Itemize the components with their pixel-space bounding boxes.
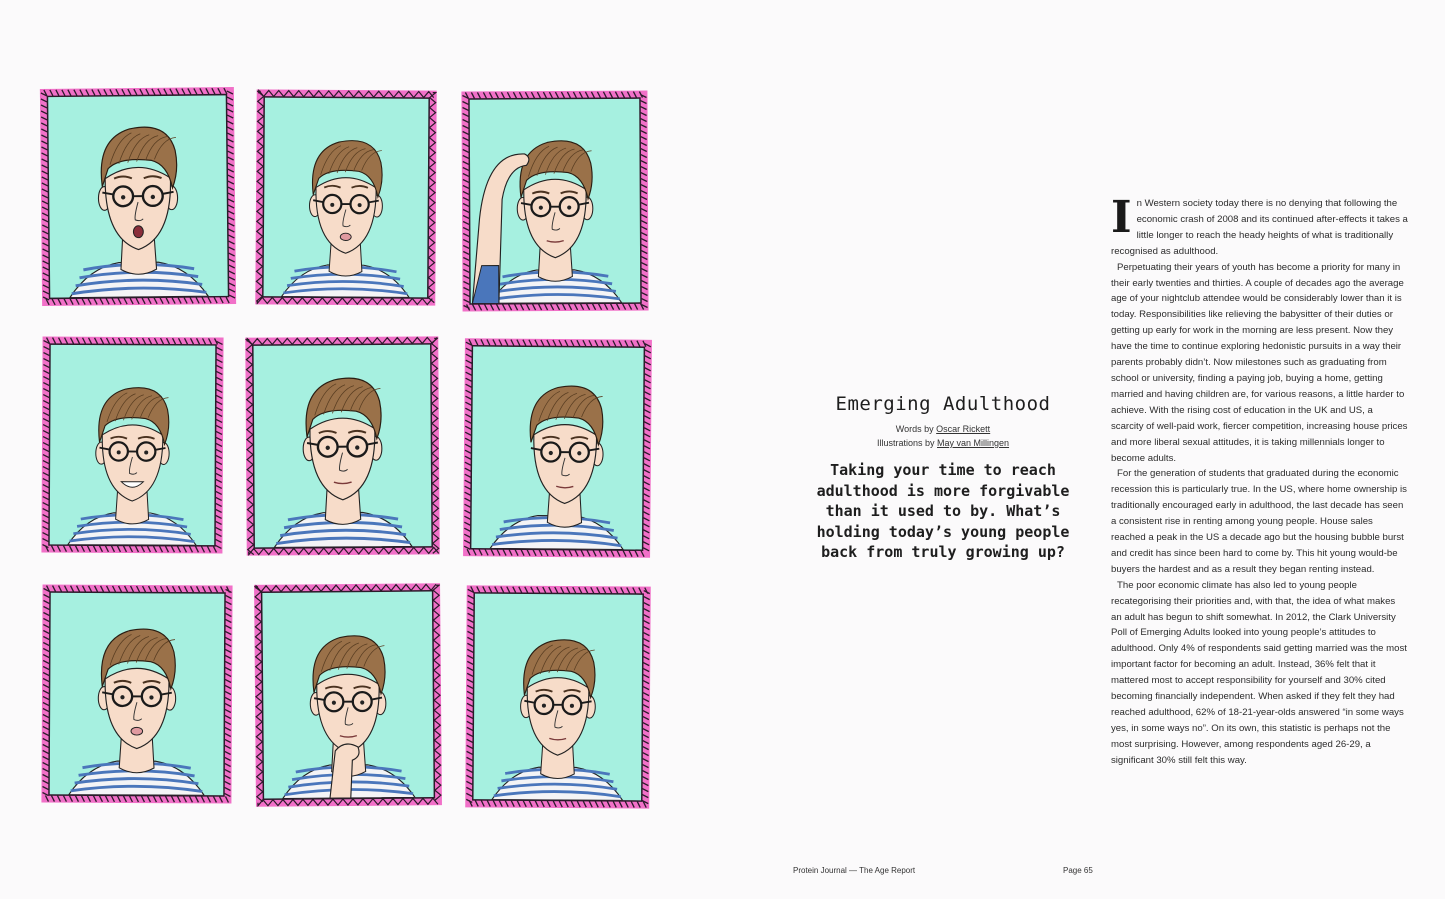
paragraph: Perpetuating their years of youth has become a priority for many in their early twenties and thirties. A couple of decades ago the average age of your nightclub attendee would be considerably lower than it is today. Responsibilities like relieving the babysitter of their duties or getting up early for work in the morning are less present. Now they have the time to continue exploring hedonistic pursuits in a way their parents probably didn’t. Now milestones such as graduating from school or university, finding a paying job, buying a home, getting married and having children are, for various reasons, a little harder to achieve. With the rising cost of education in the UK and US, a scarcity of well-paid work, fiercer competition, increasing house prices and more liberal sexual attitudes, it is taking millennials longer to become adults. bbox=[1111, 261, 1408, 464]
portrait-panel bbox=[254, 583, 442, 807]
portrait-illustration bbox=[469, 99, 640, 304]
author-credit bbox=[780, 424, 1106, 434]
portrait-panel bbox=[41, 337, 223, 554]
illustrator-link[interactable]: May van Millingen bbox=[937, 438, 1010, 448]
article-title: Emerging Adulthood bbox=[835, 393, 1051, 415]
portrait-panel bbox=[41, 585, 232, 804]
portrait-panel bbox=[465, 585, 651, 808]
portrait-panel bbox=[40, 87, 236, 306]
page-number: Page 65 bbox=[1063, 866, 1093, 875]
portrait-illustration bbox=[49, 593, 224, 796]
publication-footer: Protein Journal — The Age Report bbox=[793, 866, 916, 875]
paragraph bbox=[1111, 192, 1408, 260]
portrait-illustration bbox=[48, 95, 228, 298]
portrait-panel bbox=[463, 338, 652, 558]
portrait-illustration bbox=[253, 344, 431, 547]
standfirst: Taking your time to reach adulthood is more forgivable than it used to by. What’s holding today’s young people back from truly growing up? bbox=[816, 461, 1070, 562]
illustrations-by-label: Illustrations by bbox=[876, 438, 935, 448]
portrait-illustration bbox=[473, 593, 642, 800]
paragraph: The poor economic climate has also led to young people recategorising their priorities and, with that, the idea of what makes an adult has begun to shift somewhat. In 2012, the Clark University Poll of Emerging Adults looked into young people’s attitudes to adulthood. Only 4% of respondents said getting married was the most important factor for becoming an adult. Instead, 36% felt that it mattered most to accept responsibility for yourself and 30% cited becoming financially independent. When asked if they felt they had reached adulthood, 62% of 18-21-year-olds answered “in some ways yes, in some ways no”. On its own, this statistic is perhaps not the most surprising. However, among respondents aged 26-29, a significant 30% still felt this way. bbox=[1111, 579, 1407, 766]
author-link[interactable]: Oscar Rickett bbox=[936, 424, 991, 434]
portrait-illustration bbox=[263, 97, 428, 297]
portrait-panel bbox=[245, 336, 440, 555]
illustrator-credit bbox=[780, 438, 1106, 448]
portrait-panel bbox=[255, 89, 436, 305]
paragraph: For the generation of students that graduated during the economic recession this is particularly true. In the US, where home ownership is traditionally encouraged early in adulthood, the last decade has seen a consistent rise in renting among young people. House sales reached a peak in the US a decade ago but the housing bubble burst and credit has since been hard to come by. This hit young would-be buyers the hardest and as a result they began renting instead. bbox=[1111, 468, 1407, 575]
portrait-illustration bbox=[49, 345, 215, 546]
portrait-illustration bbox=[471, 346, 644, 549]
paragraph-text: n Western society today there is no denying that following the economic crash of 2008 and its continued after-effects it takes a little longer to reach the heady heights of what is traditionally recognised as adulthood. bbox=[1111, 198, 1408, 257]
portrait-panel bbox=[461, 91, 648, 312]
article-body bbox=[1111, 192, 1408, 769]
portrait-illustration bbox=[262, 591, 434, 798]
drop-cap: I bbox=[1111, 192, 1132, 243]
words-by-label: Words by bbox=[895, 424, 934, 434]
